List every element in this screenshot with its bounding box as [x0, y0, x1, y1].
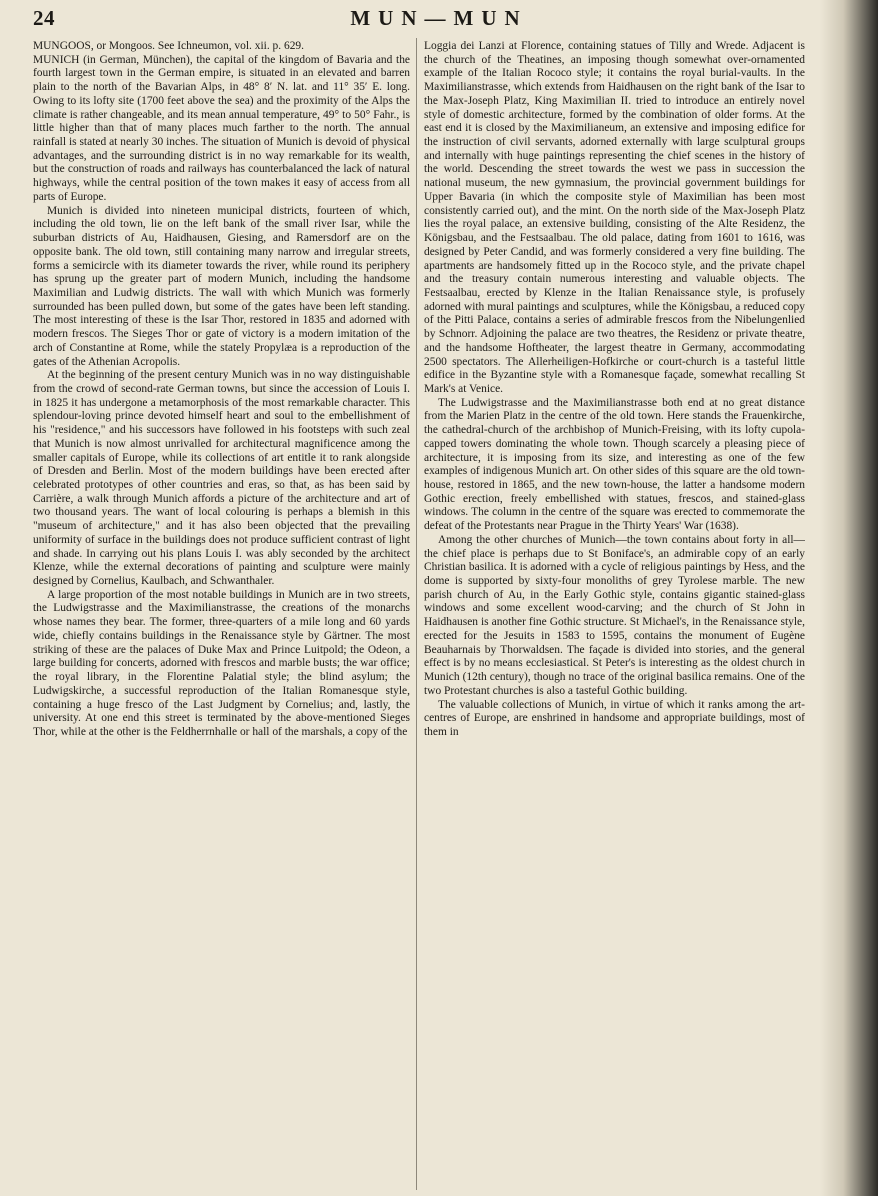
paragraph: MUNICH (in German, München), the capital of the kingdom of Bavaria and the fourth largest town in the German empire, is situated in an elevated and barren plain to the north of the Bavarian Alps, in 48° 8′ N. lat. and 11° 35′ E. long. Owing to its lofty site (1700 feet above the sea) and the proximity of the Alps the climate is rather changeable, and its mean annual temperature, 49° to 50° Fahr., is little higher than that of many places much farther to the north. The annual rainfall is stated at nearly 30 inches. The situation of Munich is devoid of physical advantages, and the surrounding district is in no way remarkable for its wealth, but the construction of roads and railways has counterbalanced the lack of natural highways, while the central position of the town makes it easy of access from all parts of Europe. [33, 53, 410, 203]
column-divider [416, 38, 417, 1190]
paragraph: At the beginning of the present century Munich was in no way distinguishable from the crowd of second-rate German towns, but since the accession of Louis I. in 1825 it has undergone a metamorphosis of the most remarkable character. This splendour-loving prince devoted himself heart and soul to the embellishment of his "residence," and his successors have followed in his footsteps with such zeal that Munich is now almost unrivalled for architectural magnificence among the smaller capitals of Europe, while its collections of art entitle it to rank alongside of Dresden and Berlin. Most of the modern buildings have been erected after celebrated prototypes of other countries and eras, so that, as has been said by Carrière, a walk through Munich affords a picture of the architecture and art of two thousand years. The want of local colouring is perhaps a blemish in this "museum of architecture," and it has also been objected that the prevailing uniformity of surface in the buildings does not produce sufficient contrast of light and shade. In carrying out his plans Louis I. was ably seconded by the architect Klenze, while the external decorations of painting and sculpture were mainly designed by Cornelius, Kaulbach, and Schwanthaler. [33, 369, 410, 588]
paragraph: The Ludwigstrasse and the Maximilianstrasse both end at no great distance from the Marien Platz in the centre of the old town. Here stands the Frauenkirche, the cathedral-church of the archbishop of Munich-Freising, with its lofty cupola-capped towers dominating the whole town. Though scarcely a pleasing piece of architecture, it is imposing from its size, and interesting as one of the few examples of indigenous Munich art. On other sides of this square are the old town-house, restored in 1865, and the new town-house, the latter a handsome modern Gothic erection, freely embellished with statues, frescos, and stained-glass windows. The column in the centre of the square was erected to commemorate the defeat of the Protestants near Prague in the Thirty Years' War (1638). [424, 396, 805, 533]
page-number: 24 [33, 6, 55, 30]
paragraph: Munich is divided into nineteen municipal districts, fourteen of which, including the old town, lie on the left bank of the small river Isar, while the suburban districts of Au, Haidhausen, Giesing, and Ramersdorf are on the opposite bank. The old town, still containing many narrow and irregular streets, forms a semicircle with its diameter towards the river, while round its periphery has sprung up the greater part of modern Munich, including the handsome Maximilian and Ludwig districts. The wall with which Munich was formerly surrounded has been pulled down, but some of the gates have been left standing. The most interesting of these is the Isar Thor, restored in 1835 and adorned with modern frescos. The Sieges Thor or gate of victory is a modern imitation of the arch of Constantine at Rome, while the stately Propylæa is a reproduction of the gates of the Athenian Acropolis. [33, 204, 410, 368]
page-edge-shadow [820, 0, 878, 1196]
paragraph: MUNGOOS, or Mongoos. See Ichneumon, vol. xii. p. 629. [33, 40, 304, 52]
paragraph: A large proportion of the most notable buildings in Munich are in two streets, the Ludwigstrasse and the Maximilianstrasse, the creations of the monarchs whose names they bear. The former, three-quarters of a mile long and 60 yards wide, chiefly contains buildings in the Renaissance style by Gärtner. The most striking of these are the palaces of Duke Max and Prince Luitpold; the Odeon, a large building for concerts, adorned with frescos and marble busts; the war office; the royal library, in the Florentine Palatial style; the blind asylum; the Ludwigskirche, a successful reproduction of the Italian Romanesque style, containing a huge fresco of the Last Judgment by Cornelius; and, lastly, the university. At one end this street is terminated by the above-mentioned Sieges Thor, while at the other is the Feldherrnhalle or hall of the marshals, a copy of the [33, 588, 410, 738]
left-column [33, 40, 410, 1190]
right-column [424, 40, 805, 1190]
paragraph: Loggia dei Lanzi at Florence, containing statues of Tilly and Wrede. Adjacent is the church of the Theatines, an imposing though somewhat over-ornamented example of the Italian Rococo style; it contains the royal burial-vaults. In the Maximilianstrasse, which extends from Haidhausen on the right bank of the Isar to the Max-Joseph Platz, King Maximilian II. tried to introduce an entirely novel style of domestic architecture, formed by the combination of older forms. At the east end it is closed by the Maximilianeum, an extensive and imposing edifice for the instruction of civil servants, adorned externally with large sculptural groups and internally with huge paintings representing the chief scenes in the history of the world. Descending the street towards the west we pass in succession the national museum, the new gymnasium, the provincial government buildings for Upper Bavaria (in which the composite style of Maximilian has been most consistently carried out), and the mint. On the north side of the Max-Joseph Platz lies the royal palace, an extensive building, consisting of the Alte Residenz, the Königsbau, and the Festsaalbau. The old palace, dating from 1601 to 1616, was designed by Peter Candid, and was formerly considered a very fine building. The apartments are handsomely fitted up in the Rococo style, and the private chapel and the treasury contain numerous interesting and valuable objects. The Festsaalbau, erected by Klenze in the Italian Renaissance style, is profusely adorned with mural paintings and sculptures, while the Königsbau, a reduced copy of the Pitti Palace, contains a series of admirable frescos from the Nibelungenlied by Schnorr. Adjoining the palace are two theatres, the Residenz or private theatre, and the handsome Hoftheater, the largest theatre in Germany, accommodating 2500 spectators. The Allerheiligen-Hofkirche or court-church is a tasteful little edifice in the Byzantine style with a Romanesque façade, somewhat recalling St Mark's at Venice. [424, 40, 805, 395]
paragraph: The valuable collections of Munich, in virtue of which it ranks among the art-centres of Europe, are enshrined in handsome and appropriate buildings, most of them in [424, 698, 805, 738]
running-head: MUN—MUN [350, 6, 528, 30]
paragraph: Among the other churches of Munich—the town contains about forty in all—the chief place is perhaps due to St Boniface's, an admirable copy of an early Christian basilica. It is adorned with a cycle of religious paintings by Hess, and the dome is supported by sixty-four monoliths of grey Tyrolese marble. The new parish church of Au, in the Early Gothic style, contains gigantic stained-glass windows and some excellent wood-carving; and the church of St John in Haidhausen is another fine Gothic structure. St Michael's, in the Renaissance style, erected for the Jesuits in 1583 to 1595, contains the monument of Eugène Beauharnais by Thorwaldsen. The façade is divided into stories, and the general effect is by no means ecclesiastical. St Peter's is interesting as the oldest church in Munich (12th century), though no trace of the original basilica remains. One of the two Protestant churches is also a tasteful Gothic building. [424, 533, 805, 697]
